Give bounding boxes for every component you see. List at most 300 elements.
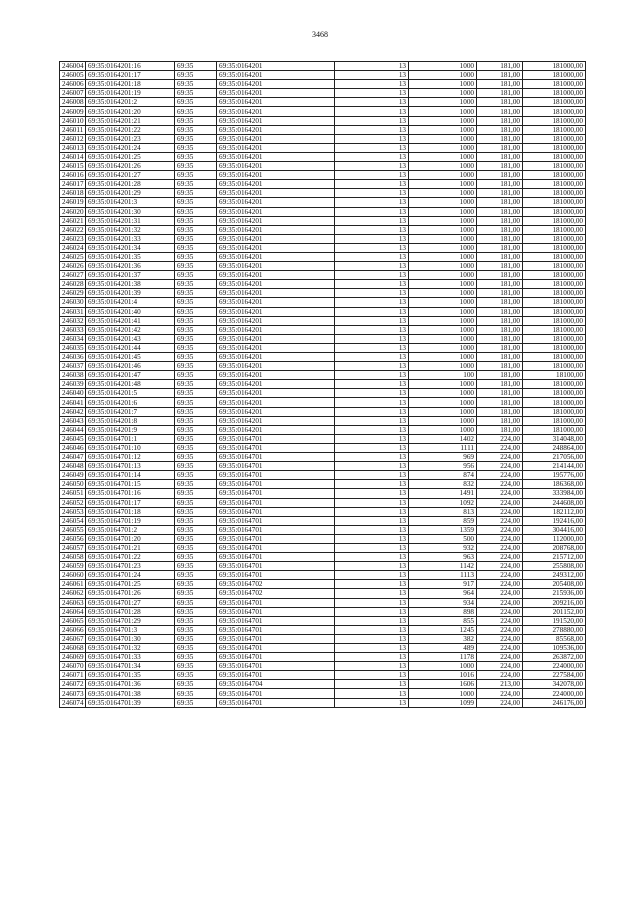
cadastral-number-cell: 69:35:0164201:4 bbox=[86, 298, 175, 307]
area-cell: 813 bbox=[409, 507, 477, 516]
table-row bbox=[60, 71, 586, 80]
row-id-cell: 246032 bbox=[60, 316, 86, 325]
category-code-cell: 13 bbox=[335, 125, 409, 134]
row-id-cell: 246025 bbox=[60, 252, 86, 261]
value-cell: 215936,00 bbox=[523, 589, 586, 598]
category-code-cell: 13 bbox=[335, 543, 409, 552]
table-row bbox=[60, 553, 586, 562]
rate-cell: 224,00 bbox=[477, 534, 523, 543]
area-cell: 1000 bbox=[409, 143, 477, 152]
area-cell: 500 bbox=[409, 534, 477, 543]
district-code-cell: 69:35 bbox=[175, 443, 217, 452]
row-id-cell: 246022 bbox=[60, 225, 86, 234]
cadastral-number-cell: 69:35:0164701:25 bbox=[86, 580, 175, 589]
quarter-number-cell: 69:35:0164701 bbox=[217, 671, 335, 680]
quarter-number-cell: 69:35:0164201 bbox=[217, 171, 335, 180]
category-code-cell: 13 bbox=[335, 380, 409, 389]
value-cell: 181000,00 bbox=[523, 343, 586, 352]
category-code-cell: 13 bbox=[335, 298, 409, 307]
category-code-cell: 13 bbox=[335, 307, 409, 316]
area-cell: 1000 bbox=[409, 252, 477, 261]
cadastral-number-cell: 69:35:0164201:25 bbox=[86, 152, 175, 161]
row-id-cell: 246030 bbox=[60, 298, 86, 307]
category-code-cell: 13 bbox=[335, 189, 409, 198]
quarter-number-cell: 69:35:0164201 bbox=[217, 380, 335, 389]
row-id-cell: 246016 bbox=[60, 171, 86, 180]
value-cell: 181000,00 bbox=[523, 216, 586, 225]
rate-cell: 181,00 bbox=[477, 98, 523, 107]
cadastral-number-cell: 69:35:0164201:40 bbox=[86, 307, 175, 316]
row-id-cell: 246041 bbox=[60, 398, 86, 407]
value-cell: 249312,00 bbox=[523, 571, 586, 580]
district-code-cell: 69:35 bbox=[175, 353, 217, 362]
cadastral-number-cell: 69:35:0164201:42 bbox=[86, 325, 175, 334]
rate-cell: 224,00 bbox=[477, 543, 523, 552]
row-id-cell: 246017 bbox=[60, 180, 86, 189]
district-code-cell: 69:35 bbox=[175, 362, 217, 371]
rate-cell: 224,00 bbox=[477, 662, 523, 671]
rate-cell: 224,00 bbox=[477, 516, 523, 525]
table-body bbox=[60, 62, 586, 708]
cadastral-number-cell: 69:35:0164201:37 bbox=[86, 271, 175, 280]
quarter-number-cell: 69:35:0164701 bbox=[217, 598, 335, 607]
district-code-cell: 69:35 bbox=[175, 298, 217, 307]
value-cell: 181000,00 bbox=[523, 162, 586, 171]
row-id-cell: 246018 bbox=[60, 189, 86, 198]
quarter-number-cell: 69:35:0164701 bbox=[217, 653, 335, 662]
district-code-cell: 69:35 bbox=[175, 398, 217, 407]
cadastral-number-cell: 69:35:0164701:23 bbox=[86, 562, 175, 571]
table-row bbox=[60, 98, 586, 107]
district-code-cell: 69:35 bbox=[175, 571, 217, 580]
cadastral-number-cell: 69:35:0164701:14 bbox=[86, 471, 175, 480]
row-id-cell: 246014 bbox=[60, 152, 86, 161]
category-code-cell: 13 bbox=[335, 152, 409, 161]
row-id-cell: 246023 bbox=[60, 234, 86, 243]
rate-cell: 224,00 bbox=[477, 498, 523, 507]
category-code-cell: 13 bbox=[335, 534, 409, 543]
area-cell: 1000 bbox=[409, 662, 477, 671]
row-id-cell: 246045 bbox=[60, 434, 86, 443]
rate-cell: 224,00 bbox=[477, 698, 523, 707]
value-cell: 342078,00 bbox=[523, 680, 586, 689]
table-row bbox=[60, 353, 586, 362]
category-code-cell: 13 bbox=[335, 443, 409, 452]
area-cell: 1016 bbox=[409, 671, 477, 680]
area-cell: 1000 bbox=[409, 362, 477, 371]
category-code-cell: 13 bbox=[335, 243, 409, 252]
cadastral-number-cell: 69:35:0164201:3 bbox=[86, 198, 175, 207]
quarter-number-cell: 69:35:0164701 bbox=[217, 525, 335, 534]
value-cell: 224000,00 bbox=[523, 689, 586, 698]
area-cell: 1000 bbox=[409, 353, 477, 362]
area-cell: 898 bbox=[409, 607, 477, 616]
quarter-number-cell: 69:35:0164201 bbox=[217, 252, 335, 261]
district-code-cell: 69:35 bbox=[175, 325, 217, 334]
area-cell: 1000 bbox=[409, 134, 477, 143]
value-cell: 181000,00 bbox=[523, 143, 586, 152]
quarter-number-cell: 69:35:0164201 bbox=[217, 207, 335, 216]
quarter-number-cell: 69:35:0164201 bbox=[217, 62, 335, 71]
area-cell: 1000 bbox=[409, 325, 477, 334]
rate-cell: 181,00 bbox=[477, 271, 523, 280]
cadastral-number-cell: 69:35:0164201:44 bbox=[86, 343, 175, 352]
rate-cell: 181,00 bbox=[477, 416, 523, 425]
area-cell: 934 bbox=[409, 598, 477, 607]
quarter-number-cell: 69:35:0164201 bbox=[217, 353, 335, 362]
cadastral-number-cell: 69:35:0164201:31 bbox=[86, 216, 175, 225]
cadastral-number-cell: 69:35:0164201:47 bbox=[86, 371, 175, 380]
district-code-cell: 69:35 bbox=[175, 416, 217, 425]
row-id-cell: 246072 bbox=[60, 680, 86, 689]
row-id-cell: 246044 bbox=[60, 425, 86, 434]
table-row bbox=[60, 134, 586, 143]
cadastral-number-cell: 69:35:0164701:24 bbox=[86, 571, 175, 580]
table-row bbox=[60, 525, 586, 534]
table-row bbox=[60, 534, 586, 543]
area-cell: 1000 bbox=[409, 171, 477, 180]
rate-cell: 181,00 bbox=[477, 307, 523, 316]
table-row bbox=[60, 625, 586, 634]
table-row bbox=[60, 698, 586, 707]
row-id-cell: 246031 bbox=[60, 307, 86, 316]
category-code-cell: 13 bbox=[335, 689, 409, 698]
area-cell: 874 bbox=[409, 471, 477, 480]
category-code-cell: 13 bbox=[335, 62, 409, 71]
district-code-cell: 69:35 bbox=[175, 180, 217, 189]
cadastral-number-cell: 69:35:0164201:23 bbox=[86, 134, 175, 143]
value-cell: 217056,00 bbox=[523, 453, 586, 462]
rate-cell: 181,00 bbox=[477, 143, 523, 152]
rate-cell: 181,00 bbox=[477, 198, 523, 207]
rate-cell: 181,00 bbox=[477, 371, 523, 380]
cadastral-number-cell: 69:35:0164201:36 bbox=[86, 262, 175, 271]
cadastral-number-cell: 69:35:0164701:1 bbox=[86, 434, 175, 443]
row-id-cell: 246006 bbox=[60, 80, 86, 89]
cadastral-number-cell: 69:35:0164701:36 bbox=[86, 680, 175, 689]
area-cell: 932 bbox=[409, 543, 477, 552]
quarter-number-cell: 69:35:0164201 bbox=[217, 216, 335, 225]
quarter-number-cell: 69:35:0164201 bbox=[217, 234, 335, 243]
quarter-number-cell: 69:35:0164201 bbox=[217, 389, 335, 398]
rate-cell: 181,00 bbox=[477, 362, 523, 371]
quarter-number-cell: 69:35:0164701 bbox=[217, 534, 335, 543]
area-cell: 1099 bbox=[409, 698, 477, 707]
category-code-cell: 13 bbox=[335, 162, 409, 171]
category-code-cell: 13 bbox=[335, 407, 409, 416]
row-id-cell: 246055 bbox=[60, 525, 86, 534]
rate-cell: 213,00 bbox=[477, 680, 523, 689]
district-code-cell: 69:35 bbox=[175, 607, 217, 616]
area-cell: 1000 bbox=[409, 307, 477, 316]
value-cell: 181000,00 bbox=[523, 89, 586, 98]
value-cell: 181000,00 bbox=[523, 98, 586, 107]
category-code-cell: 13 bbox=[335, 434, 409, 443]
table-row bbox=[60, 62, 586, 71]
table-row bbox=[60, 289, 586, 298]
table-row bbox=[60, 562, 586, 571]
cadastral-number-cell: 69:35:0164201:32 bbox=[86, 225, 175, 234]
category-code-cell: 13 bbox=[335, 553, 409, 562]
row-id-cell: 246068 bbox=[60, 644, 86, 653]
district-code-cell: 69:35 bbox=[175, 162, 217, 171]
district-code-cell: 69:35 bbox=[175, 334, 217, 343]
row-id-cell: 246049 bbox=[60, 471, 86, 480]
rate-cell: 181,00 bbox=[477, 343, 523, 352]
row-id-cell: 246067 bbox=[60, 634, 86, 643]
category-code-cell: 13 bbox=[335, 644, 409, 653]
district-code-cell: 69:35 bbox=[175, 234, 217, 243]
category-code-cell: 13 bbox=[335, 198, 409, 207]
district-code-cell: 69:35 bbox=[175, 453, 217, 462]
value-cell: 246176,00 bbox=[523, 698, 586, 707]
district-code-cell: 69:35 bbox=[175, 143, 217, 152]
category-code-cell: 13 bbox=[335, 71, 409, 80]
cadastral-number-cell: 69:35:0164701:2 bbox=[86, 525, 175, 534]
row-id-cell: 246071 bbox=[60, 671, 86, 680]
category-code-cell: 13 bbox=[335, 98, 409, 107]
value-cell: 181000,00 bbox=[523, 62, 586, 71]
rate-cell: 181,00 bbox=[477, 252, 523, 261]
value-cell: 181000,00 bbox=[523, 334, 586, 343]
district-code-cell: 69:35 bbox=[175, 471, 217, 480]
district-code-cell: 69:35 bbox=[175, 380, 217, 389]
cadastral-number-cell: 69:35:0164701:33 bbox=[86, 653, 175, 662]
district-code-cell: 69:35 bbox=[175, 289, 217, 298]
cadastral-number-cell: 69:35:0164701:27 bbox=[86, 598, 175, 607]
district-code-cell: 69:35 bbox=[175, 252, 217, 261]
table-row bbox=[60, 307, 586, 316]
table-row bbox=[60, 443, 586, 452]
rate-cell: 181,00 bbox=[477, 407, 523, 416]
district-code-cell: 69:35 bbox=[175, 152, 217, 161]
cadastral-number-cell: 69:35:0164201:35 bbox=[86, 252, 175, 261]
value-cell: 255808,00 bbox=[523, 562, 586, 571]
category-code-cell: 13 bbox=[335, 89, 409, 98]
category-code-cell: 13 bbox=[335, 634, 409, 643]
area-cell: 1000 bbox=[409, 71, 477, 80]
category-code-cell: 13 bbox=[335, 571, 409, 580]
quarter-number-cell: 69:35:0164701 bbox=[217, 607, 335, 616]
quarter-number-cell: 69:35:0164701 bbox=[217, 662, 335, 671]
quarter-number-cell: 69:35:0164201 bbox=[217, 280, 335, 289]
cadastral-number-cell: 69:35:0164701:32 bbox=[86, 644, 175, 653]
area-cell: 1111 bbox=[409, 443, 477, 452]
category-code-cell: 13 bbox=[335, 398, 409, 407]
area-cell: 1000 bbox=[409, 116, 477, 125]
value-cell: 112000,00 bbox=[523, 534, 586, 543]
table-row bbox=[60, 225, 586, 234]
district-code-cell: 69:35 bbox=[175, 516, 217, 525]
table-row bbox=[60, 198, 586, 207]
value-cell: 181000,00 bbox=[523, 389, 586, 398]
area-cell: 489 bbox=[409, 644, 477, 653]
value-cell: 181000,00 bbox=[523, 180, 586, 189]
quarter-number-cell: 69:35:0164201 bbox=[217, 316, 335, 325]
value-cell: 18100,00 bbox=[523, 371, 586, 380]
rate-cell: 224,00 bbox=[477, 580, 523, 589]
table-row bbox=[60, 80, 586, 89]
cadastral-number-cell: 69:35:0164201:17 bbox=[86, 71, 175, 80]
category-code-cell: 13 bbox=[335, 416, 409, 425]
area-cell: 1142 bbox=[409, 562, 477, 571]
category-code-cell: 13 bbox=[335, 425, 409, 434]
table-row bbox=[60, 489, 586, 498]
row-id-cell: 246061 bbox=[60, 580, 86, 589]
row-id-cell: 246060 bbox=[60, 571, 86, 580]
area-cell: 1000 bbox=[409, 289, 477, 298]
row-id-cell: 246040 bbox=[60, 389, 86, 398]
quarter-number-cell: 69:35:0164701 bbox=[217, 489, 335, 498]
table-row bbox=[60, 689, 586, 698]
cadastral-number-cell: 69:35:0164201:5 bbox=[86, 389, 175, 398]
category-code-cell: 13 bbox=[335, 143, 409, 152]
area-cell: 1000 bbox=[409, 162, 477, 171]
cadastral-number-cell: 69:35:0164201:26 bbox=[86, 162, 175, 171]
value-cell: 181000,00 bbox=[523, 262, 586, 271]
area-cell: 1000 bbox=[409, 271, 477, 280]
district-code-cell: 69:35 bbox=[175, 598, 217, 607]
table-row bbox=[60, 152, 586, 161]
row-id-cell: 246059 bbox=[60, 562, 86, 571]
value-cell: 224000,00 bbox=[523, 662, 586, 671]
quarter-number-cell: 69:35:0164701 bbox=[217, 689, 335, 698]
district-code-cell: 69:35 bbox=[175, 316, 217, 325]
row-id-cell: 246027 bbox=[60, 271, 86, 280]
quarter-number-cell: 69:35:0164702 bbox=[217, 589, 335, 598]
rate-cell: 181,00 bbox=[477, 316, 523, 325]
area-cell: 1000 bbox=[409, 343, 477, 352]
district-code-cell: 69:35 bbox=[175, 125, 217, 134]
value-cell: 181000,00 bbox=[523, 189, 586, 198]
cadastral-number-cell: 69:35:0164701:15 bbox=[86, 480, 175, 489]
rate-cell: 224,00 bbox=[477, 607, 523, 616]
cadastral-number-cell: 69:35:0164201:48 bbox=[86, 380, 175, 389]
area-cell: 969 bbox=[409, 453, 477, 462]
quarter-number-cell: 69:35:0164701 bbox=[217, 443, 335, 452]
value-cell: 181000,00 bbox=[523, 416, 586, 425]
table-row bbox=[60, 389, 586, 398]
category-code-cell: 13 bbox=[335, 343, 409, 352]
cadastral-number-cell: 69:35:0164701:17 bbox=[86, 498, 175, 507]
cadastral-number-cell: 69:35:0164701:13 bbox=[86, 462, 175, 471]
district-code-cell: 69:35 bbox=[175, 507, 217, 516]
rate-cell: 224,00 bbox=[477, 589, 523, 598]
row-id-cell: 246012 bbox=[60, 134, 86, 143]
quarter-number-cell: 69:35:0164701 bbox=[217, 434, 335, 443]
category-code-cell: 13 bbox=[335, 516, 409, 525]
rate-cell: 181,00 bbox=[477, 162, 523, 171]
category-code-cell: 13 bbox=[335, 698, 409, 707]
table-row bbox=[60, 262, 586, 271]
category-code-cell: 13 bbox=[335, 662, 409, 671]
table-row bbox=[60, 543, 586, 552]
district-code-cell: 69:35 bbox=[175, 616, 217, 625]
district-code-cell: 69:35 bbox=[175, 116, 217, 125]
row-id-cell: 246057 bbox=[60, 543, 86, 552]
row-id-cell: 246054 bbox=[60, 516, 86, 525]
category-code-cell: 13 bbox=[335, 334, 409, 343]
category-code-cell: 13 bbox=[335, 371, 409, 380]
area-cell: 1000 bbox=[409, 398, 477, 407]
district-code-cell: 69:35 bbox=[175, 407, 217, 416]
rate-cell: 224,00 bbox=[477, 462, 523, 471]
table-row bbox=[60, 434, 586, 443]
table-row bbox=[60, 507, 586, 516]
area-cell: 1000 bbox=[409, 180, 477, 189]
area-cell: 1000 bbox=[409, 107, 477, 116]
area-cell: 1000 bbox=[409, 225, 477, 234]
value-cell: 209216,00 bbox=[523, 598, 586, 607]
value-cell: 181000,00 bbox=[523, 225, 586, 234]
category-code-cell: 13 bbox=[335, 271, 409, 280]
area-cell: 1000 bbox=[409, 80, 477, 89]
table-row bbox=[60, 471, 586, 480]
district-code-cell: 69:35 bbox=[175, 634, 217, 643]
rate-cell: 224,00 bbox=[477, 671, 523, 680]
row-id-cell: 246047 bbox=[60, 453, 86, 462]
value-cell: 181000,00 bbox=[523, 71, 586, 80]
row-id-cell: 246028 bbox=[60, 280, 86, 289]
table-row bbox=[60, 416, 586, 425]
district-code-cell: 69:35 bbox=[175, 698, 217, 707]
quarter-number-cell: 69:35:0164201 bbox=[217, 134, 335, 143]
table-row bbox=[60, 380, 586, 389]
district-code-cell: 69:35 bbox=[175, 580, 217, 589]
value-cell: 181000,00 bbox=[523, 425, 586, 434]
district-code-cell: 69:35 bbox=[175, 534, 217, 543]
row-id-cell: 246033 bbox=[60, 325, 86, 334]
rate-cell: 181,00 bbox=[477, 189, 523, 198]
rate-cell: 224,00 bbox=[477, 634, 523, 643]
table-row bbox=[60, 662, 586, 671]
table-row bbox=[60, 634, 586, 643]
value-cell: 205408,00 bbox=[523, 580, 586, 589]
rate-cell: 181,00 bbox=[477, 325, 523, 334]
rate-cell: 224,00 bbox=[477, 653, 523, 662]
cadastral-number-cell: 69:35:0164701:35 bbox=[86, 671, 175, 680]
value-cell: 85568,00 bbox=[523, 634, 586, 643]
district-code-cell: 69:35 bbox=[175, 462, 217, 471]
table-row bbox=[60, 107, 586, 116]
quarter-number-cell: 69:35:0164201 bbox=[217, 371, 335, 380]
value-cell: 248864,00 bbox=[523, 443, 586, 452]
value-cell: 227584,00 bbox=[523, 671, 586, 680]
rate-cell: 181,00 bbox=[477, 425, 523, 434]
table-row bbox=[60, 334, 586, 343]
district-code-cell: 69:35 bbox=[175, 280, 217, 289]
category-code-cell: 13 bbox=[335, 580, 409, 589]
value-cell: 181000,00 bbox=[523, 289, 586, 298]
rate-cell: 181,00 bbox=[477, 207, 523, 216]
district-code-cell: 69:35 bbox=[175, 225, 217, 234]
quarter-number-cell: 69:35:0164201 bbox=[217, 289, 335, 298]
category-code-cell: 13 bbox=[335, 325, 409, 334]
row-id-cell: 246021 bbox=[60, 216, 86, 225]
quarter-number-cell: 69:35:0164201 bbox=[217, 116, 335, 125]
row-id-cell: 246051 bbox=[60, 489, 86, 498]
category-code-cell: 13 bbox=[335, 225, 409, 234]
district-code-cell: 69:35 bbox=[175, 216, 217, 225]
row-id-cell: 246020 bbox=[60, 207, 86, 216]
rate-cell: 181,00 bbox=[477, 152, 523, 161]
table-row bbox=[60, 371, 586, 380]
district-code-cell: 69:35 bbox=[175, 489, 217, 498]
row-id-cell: 246011 bbox=[60, 125, 86, 134]
category-code-cell: 13 bbox=[335, 252, 409, 261]
quarter-number-cell: 69:35:0164701 bbox=[217, 453, 335, 462]
value-cell: 191520,00 bbox=[523, 616, 586, 625]
